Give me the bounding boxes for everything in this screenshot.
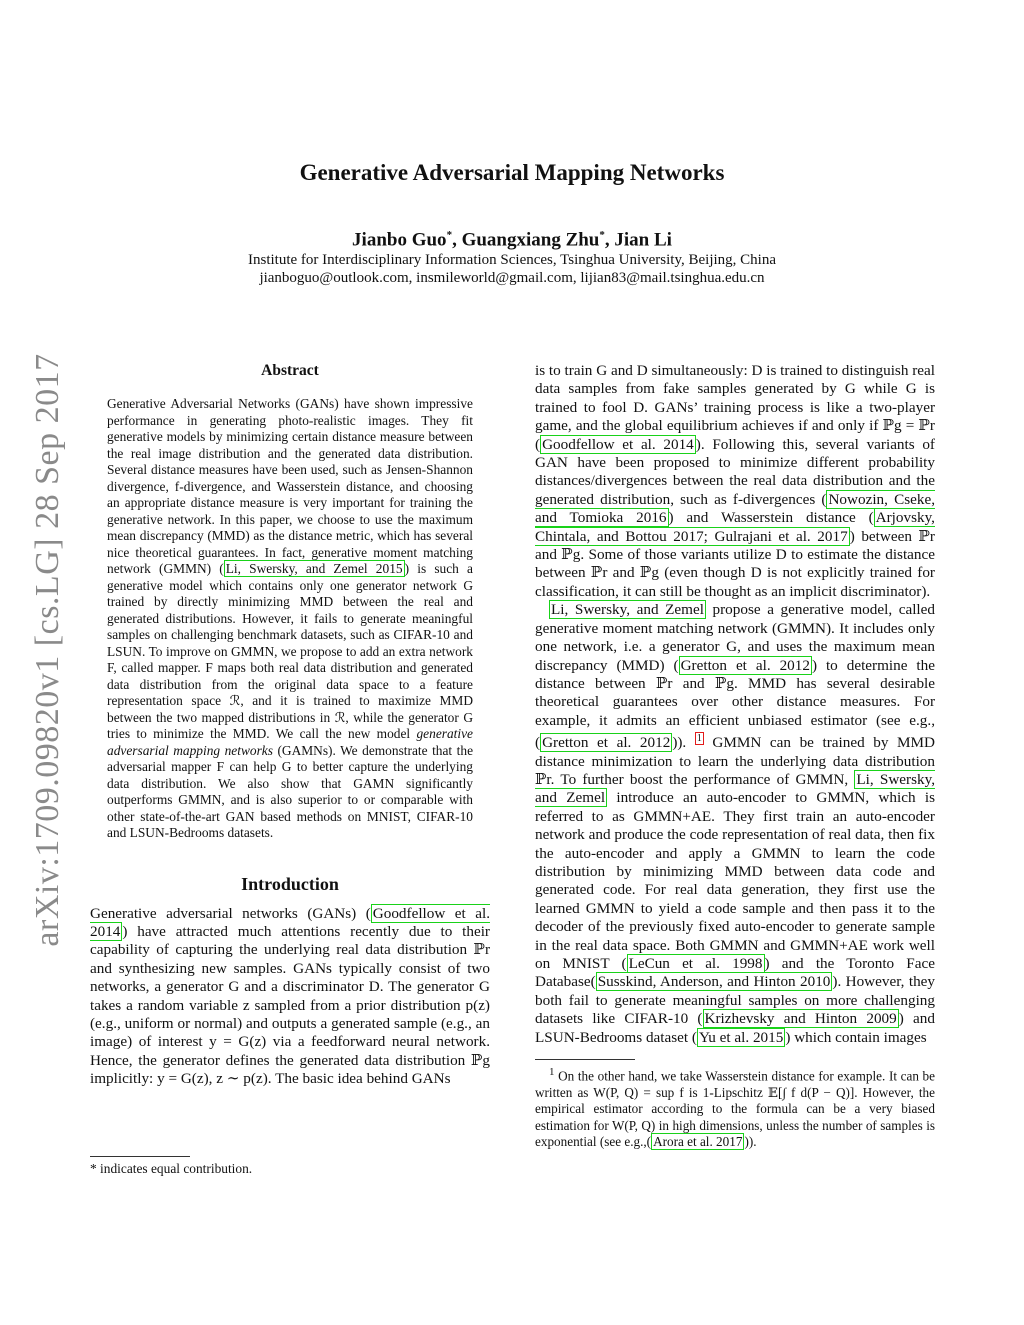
body-paragraph — [535, 601, 935, 1047]
citation-link[interactable]: Susskind, Anderson, and Hinton 2010 — [597, 973, 831, 991]
footnote — [535, 1064, 935, 1151]
body-text-part: ) and the Toronto Face Database( — [535, 955, 935, 991]
body-text-part: ) which contain images — [785, 1028, 927, 1046]
left-footnote — [90, 1156, 490, 1177]
equal-contribution-mark: * — [599, 229, 605, 241]
footnote-text: * indicates equal contribution. — [90, 1161, 253, 1176]
citation-link[interactable]: Arora et al. 2017 — [653, 1134, 743, 1150]
arxiv-stamp: arXiv:1709.09820v1 [cs.LG] 28 Sep 2017 — [29, 353, 66, 947]
body-text-part: GMMN can be trained by MMD distance minimization to learn the underlying data distribution ℙr. To further boost the performance of GMMN, — [535, 734, 935, 788]
citation-link[interactable]: Li, Swersky, and Zemel — [535, 771, 935, 807]
section-heading-introduction: Introduction — [241, 873, 339, 894]
intro-text-part: Generative adversarial networks (GANs) ( — [90, 904, 371, 922]
body-text-part: ) and Wasserstein distance ( — [668, 509, 874, 527]
footnote-rule — [90, 1156, 190, 1157]
body-text-part: introduce an auto-encoder to GMMN, which is referred to as GMMN+AE. They first train an auto-encoder network and produce the code representation of real data, then fix the auto-encoder and apply a GMMN to learn the code distribution by minimizing MMD between data code and generated code. For real data generation, they first use the learned GMMN to yield a code sample and then pass it to the decoder of the previously fixed auto-encoder to generate sample in the real data space. Both GMMN and GMMN+AE work well on MNIST ( — [535, 789, 935, 973]
left-column — [90, 362, 490, 1089]
paper-title: Generative Adversarial Mapping Networks — [299, 160, 725, 185]
citation-link[interactable]: Gretton et al. 2012 — [680, 656, 810, 674]
body-text-part: ) to determine the distance between ℙr and ℙg. MMD has several desirable theoretical guarantees over other distance measures. For example, it admits an efficient unbiased estimator (see e.g., ( — [535, 656, 935, 752]
footnote-ref-link[interactable]: 1 — [696, 733, 702, 745]
citation-link[interactable]: Nowozin, Cseke, and Tomioka 2016 — [535, 490, 935, 527]
footnote-text-part: )). — [744, 1134, 757, 1150]
body-text-part: propose a generative model, called generative moment matching network (GMMN). It includes only one network, i.e. a generator G, and uses the maximum mean discrepancy (MMD) ( — [535, 601, 935, 674]
body-text-part: ) and LSUN-Bedrooms dataset ( — [535, 1010, 935, 1046]
citation-link[interactable]: Gretton et al. 2012 — [542, 734, 671, 752]
intro-paragraph — [90, 905, 490, 1089]
footnote-text-part: On the other hand, we take Wasserstein distance for example. It can be written as W(P, Q) = sup f is 1-Lipschitz 𝔼[∫ f d(P − Q)]. However, the empirical estimator according to the formula can be a very biased estimation for W(P, Q) in high dimensions, unless the number of samples is exponential (see e.g.,( — [535, 1068, 935, 1150]
author-name: Jian Li — [614, 229, 672, 251]
citation-link[interactable]: Yu et al. 2015 — [698, 1028, 784, 1046]
footnote-mark: 1 — [549, 1066, 555, 1079]
body-paragraph — [535, 362, 935, 601]
abstract-text-part: ) is such a generative model which contains only one generator network G trained by directly minimizing MMD between the real and generated distributions. However, it fails to generate meaningful samples on challenging benchmark datasets, such as CIFAR-10 and LSUN. To improve on GMMN, we propose to add an extra network F, called mapper. F maps both real data distribution and generated data distribution from the original data space to a feature representation space ℛ, and it is trained to maximize MMD between the two mapped distributions in ℛ, while the generator G tries to minimize the MMD. We call the new model — [107, 561, 473, 741]
author-name: Jianbo Guo — [352, 229, 447, 251]
citation-link[interactable]: Li, Swersky, and Zemel — [551, 601, 704, 619]
author-name: Guangxiang Zhu — [461, 229, 600, 251]
citation-link[interactable]: Krizhevsky and Hinton 2009 — [704, 1010, 897, 1028]
body-text-part: )). — [672, 734, 695, 752]
abstract-heading: Abstract — [261, 362, 319, 379]
citation-link[interactable]: Goodfellow et al. 2014 — [90, 904, 490, 940]
author-list: Jianbo Guo*, Guangxiang Zhu*, Jian Li — [352, 229, 672, 251]
body-text-part: is to train G and D simultaneously: D is trained to distinguish real data samples from fake samples generated by G while G is trained to fool D. GANs’ training process is like a two-player game, and the global equilibrium achieves if and only if ℙg = ℙr ( — [535, 362, 935, 453]
body-text-part: ) between ℙr and ℙg. Some of those variants utilize D to estimate the distance between ℙr and ℙg (even though D is not explicitly trained for classification, it can still be thought as an implicit discriminator). — [535, 527, 935, 600]
abstract-text — [107, 396, 473, 842]
affiliation-block — [0, 251, 1024, 287]
abstract-italic-term: generative adversarial mapping networks — [107, 726, 473, 758]
body-text-part: ). Following this, several variants of GAN have been proposed to minimize different probability distances/divergences between the real data distribution and the generated distribution, such as f-divergences ( — [535, 435, 935, 508]
citation-link[interactable]: Arjovsky, Chintala, and Bottou 2017; Gulrajani et al. 2017 — [535, 509, 935, 545]
citation-link[interactable]: LeCun et al. 1998 — [628, 955, 763, 973]
citation-link[interactable]: Goodfellow et al. 2014 — [542, 435, 694, 453]
body-text-part: ). However, they both fail to generate meaningful samples on more challenging datasets like CIFAR-10 ( — [535, 973, 935, 1028]
equal-contribution-mark: * — [446, 229, 453, 241]
abstract-text-part: Generative Adversarial Networks (GANs) have shown impressive performance in generating photo-realistic images. They fit generative models by minimizing certain distance measure between the real image distribution and the generated data distribution. Several distance measures have been used, such as Jensen-Shannon divergence, f-divergence, and Wasserstein distance, and choosing an appropriate distance measure is very important for training the generative network. In this paper, we choose to use the maximum mean discrepancy (MMD) as the distance metric, which has several nice theoretical guarantees. In fact, generative moment matching network (GMMN) ( — [107, 396, 473, 576]
abstract-text-part: (GAMNs). We demonstrate that the adversarial mapper F can help G to better capture the underlying data distribution. We also show that GAMN significantly outperforms GMMN, and is also superior to or comparable with other state-of-the-art GAN based methods on MNIST, CIFAR-10 and LSUN-Bedrooms datasets. — [107, 742, 474, 840]
footnote-rule — [535, 1059, 635, 1060]
author-emails: jianboguo@outlook.com, insmileworld@gmail.com, lijian83@mail.tsinghua.edu.cn — [259, 270, 765, 286]
citation-link[interactable]: Li, Swersky, and Zemel 2015 — [225, 561, 403, 576]
right-column — [535, 362, 935, 1151]
affiliation: Institute for Interdisciplinary Information Sciences, Tsinghua University, Beijing, China — [247, 252, 776, 268]
intro-text-part: ) have attracted much attentions recently due to their capability of capturing the underlying real data distribution ℙr and synthesizing new samples. GANs typically consist of two networks, a generator G and a discriminator D. The generator G takes a random variable z sampled from a prior distribution p(z) (e.g., uniform or normal) and outputs a generated sample (e.g., an image) of interest y = G(z) via a feedforward neural network. Hence, the generator defines the generated data distribution ℙg implicitly: y = G(z), z ∼ p(z). The basic idea behind GANs — [90, 922, 490, 1088]
